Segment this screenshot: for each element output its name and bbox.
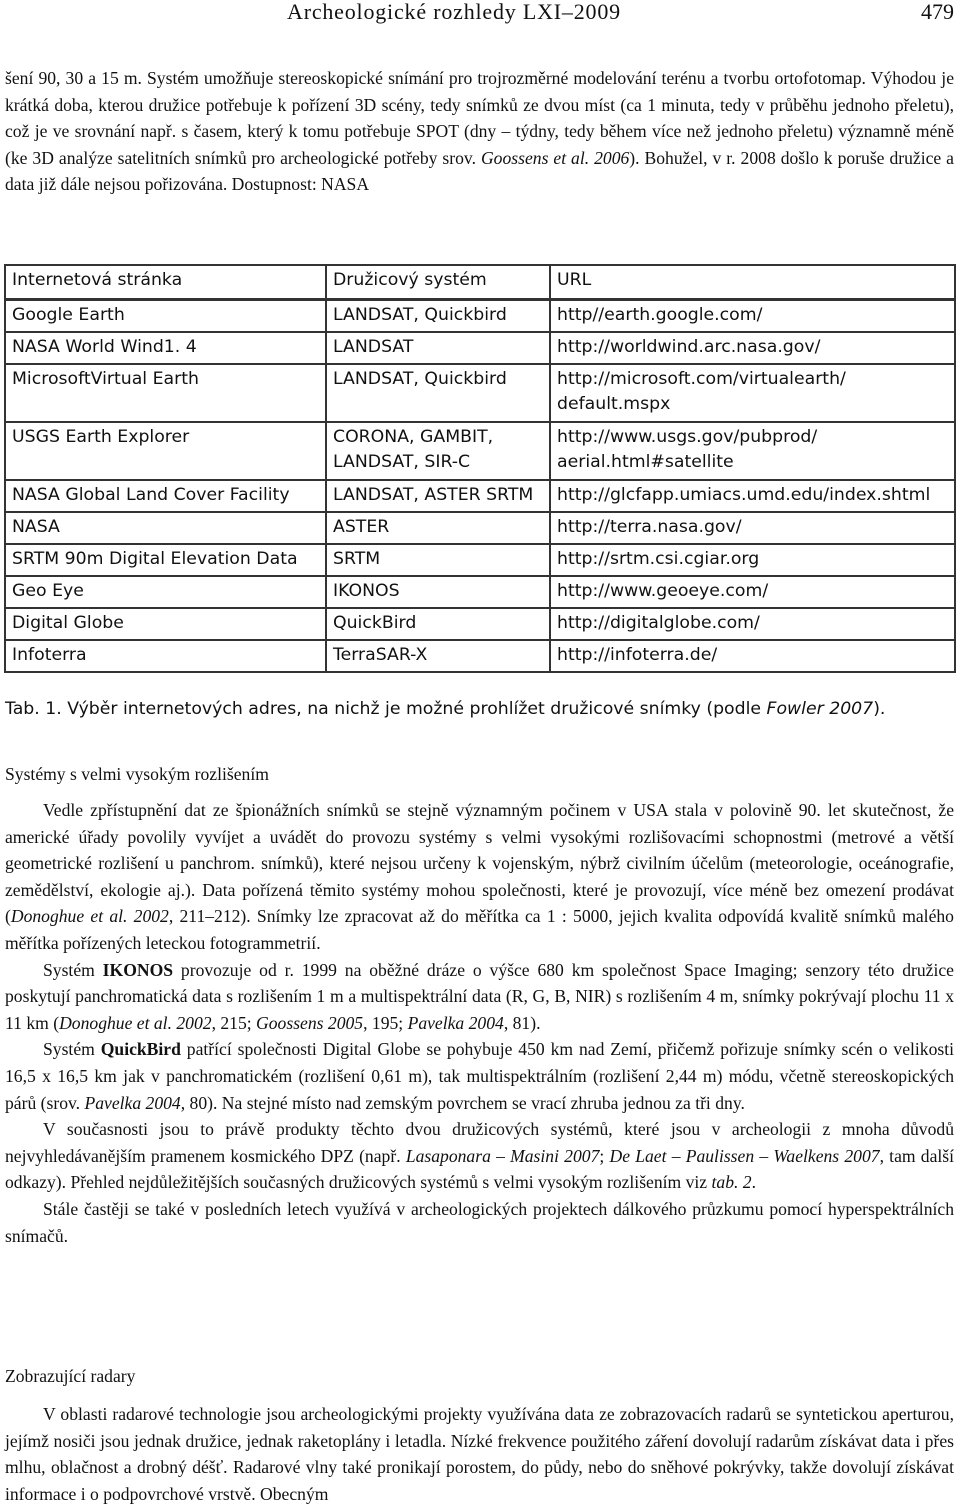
column-header-site: Internetová stránka — [5, 265, 326, 300]
paragraph — [5, 1036, 954, 1116]
table-row — [5, 422, 955, 480]
citation: Lasaponara – Masini 2007 — [405, 1145, 600, 1166]
text-run: V oblasti radarové technologie jsou archeologickými projekty využívána data ze zobrazovacích radarů se syntetickou aperturou, jejímž nosiči jsou jednak družice, jednak raketoplány i letadla. Nízké frekvence použitého záření dovolují radarům získávat data i přes mlhu, oblačnost a drobný déšť. Radarové vlny také pronikají porostem, do půdy, nebo do sněhové pokrývky, takže dovolují získávat informace i o podpovrchové vrstvě. Obecným — [5, 1404, 954, 1504]
text-run: Tab. 1. Výběr internetových adres, na nichž je možné prohlížet družicové snímky (podle — [5, 699, 767, 719]
citation: Goossens 2005 — [256, 1012, 364, 1033]
table-row — [5, 332, 955, 364]
cell-url: http://www.geoeye.com/ — [550, 576, 955, 608]
cell-system: LANDSAT — [326, 332, 550, 364]
citation: Pavelka 2004 — [407, 1012, 504, 1033]
text-run: , tam další odkazy). Přehled nejdůležitějších současných družicových systémů s velmi vysokým rozlišením viz — [5, 1145, 954, 1193]
cell-url: http//earth.google.com/ — [550, 300, 955, 333]
cell-site: USGS Earth Explorer — [5, 422, 326, 480]
text-run: , 81). — [503, 1012, 541, 1033]
paragraph — [5, 797, 954, 957]
text-run: , 215; — [211, 1012, 257, 1033]
table-row — [5, 480, 955, 512]
cell-system: ASTER — [326, 512, 550, 544]
cell-url: http://www.usgs.gov/pubprod/ aerial.html#satellite — [550, 422, 955, 480]
paragraph — [5, 1116, 954, 1196]
paragraph — [5, 957, 954, 1037]
text-run: Vedle zpřístupnění dat ze špionážních snímků se stejně významným počinem v USA stala v polovině 90. let skutečnost, že americké úřady povolily vyvíjet a uvádět do provozu systémy s velmi vysokými rozlišovacími schopnostmi (metrové a větší geometrické rozlišení u panchrom. snímků), které nejsou určeny k vojenským, nýbrž civilním účelům (meteorologie, oceánografie, zemědělství, ekologie aj.). Data pořízená těmito systémy mohou společnosti, které je provozují, více méně bez omezení prodávat ( — [5, 800, 954, 927]
cell-site: NASA Global Land Cover Facility — [5, 480, 326, 512]
citation: tab. 2 — [711, 1172, 752, 1193]
table-row — [5, 544, 955, 576]
section-body — [5, 1401, 954, 1507]
text-run: ). — [873, 699, 886, 719]
text-run: , 80). Na stejné místo nad zemským povrchem se vrací zhruba jednou za tři dny. — [180, 1092, 745, 1113]
citation: Pavelka 2004 — [84, 1092, 181, 1113]
journal-title: Archeologické rozhledy LXI–2009 — [287, 0, 621, 24]
cell-site: Digital Globe — [5, 608, 326, 640]
citation: Donoghue et al. 2002 — [10, 906, 169, 927]
cell-system: QuickBird — [326, 608, 550, 640]
cell-site: NASA World Wind1. 4 — [5, 332, 326, 364]
cell-url: http://srtm.csi.cgiar.org — [550, 544, 955, 576]
text-run: , 211–212). Snímky lze zpracovat až do měřítka ca 1 : 5000, jejich kvalita odpovídá kvalitě snímků malého měřítka pořízených leteckou fotogrammetrií. — [5, 906, 954, 953]
table-row — [5, 640, 955, 672]
column-header-url: URL — [550, 265, 955, 300]
cell-system: IKONOS — [326, 576, 550, 608]
satellite-websites-table — [4, 264, 956, 673]
citation: Fowler 2007 — [766, 699, 874, 719]
cell-url: http://glcfapp.umiacs.umd.edu/index.shtml — [550, 480, 955, 512]
cell-url: http://microsoft.com/virtualearth/ default.mspx — [550, 364, 955, 422]
text-run: provozuje od r. 1999 na oběžné dráze o výšce 680 km společnost Space Imaging; senzory této družice poskytují panchromatická data s rozlišením 1 m a multispektrální data (R, G, B, NIR) s rozlišením 4 m, snímky pokrývají plochu 11 x 11 km ( — [5, 959, 954, 1033]
cell-url: http://terra.nasa.gov/ — [550, 512, 955, 544]
text-run: Stále častěji se také v posledních letech využívá v archeologických projektech dálkového průzkumu pomocí hyperspektrálních snímačů. — [5, 1198, 954, 1246]
cell-url: http://worldwind.arc.nasa.gov/ — [550, 332, 955, 364]
cell-system: SRTM — [326, 544, 550, 576]
table-header-row — [5, 265, 955, 300]
column-header-system: Družicový systém — [326, 265, 550, 300]
table-row — [5, 512, 955, 544]
paragraph — [5, 1401, 954, 1507]
cell-site: Infoterra — [5, 640, 326, 672]
cell-system: LANDSAT, Quickbird — [326, 364, 550, 422]
table-row — [5, 364, 955, 422]
cell-site: Google Earth — [5, 300, 326, 333]
table-row — [5, 576, 955, 608]
cell-url: http://infoterra.de/ — [550, 640, 955, 672]
cell-url: http://digitalglobe.com/ — [550, 608, 955, 640]
table-row — [5, 300, 955, 333]
text-run: , 195; — [363, 1012, 408, 1033]
cell-system: TerraSAR-X — [326, 640, 550, 672]
text-run: ; — [599, 1145, 610, 1166]
text-run: Systém — [43, 959, 103, 980]
cell-site: NASA — [5, 512, 326, 544]
paragraph — [5, 1196, 954, 1249]
table-row — [5, 608, 955, 640]
citation: Goossens et al. 2006 — [480, 147, 630, 168]
bold-term: IKONOS — [102, 959, 174, 980]
citation: De Laet – Paulissen – Waelkens 2007 — [609, 1145, 880, 1166]
text-run: ). Bohužel, v r. 2008 došlo k poruše družice a data již dále nejsou pořizována. Dostupnost: NASA — [5, 147, 954, 195]
cell-site: MicrosoftVirtual Earth — [5, 364, 326, 422]
page-number: 479 — [921, 0, 954, 24]
cell-site: Geo Eye — [5, 576, 326, 608]
citation: Donoghue et al. 2002 — [59, 1012, 212, 1033]
section-heading: Systémy s velmi vysokým rozlišením — [5, 764, 269, 784]
text-run: . — [751, 1172, 757, 1193]
cell-system: CORONA, GAMBIT, LANDSAT, SIR-C — [326, 422, 550, 480]
text-run: V současnosti jsou to právě produkty těchto dvou družicových systémů, které jsou v archeologii z mnoha důvodů nejvyhledávanějším pramenem kosmického DPZ (např. — [5, 1119, 954, 1166]
section-body — [5, 797, 954, 1249]
intro-paragraph — [5, 65, 954, 198]
cell-site: SRTM 90m Digital Elevation Data — [5, 544, 326, 576]
bold-term: QuickBird — [100, 1039, 181, 1060]
text-run: patřící společnosti Digital Globe se pohybuje 450 km nad Zemí, přičemž pořizuje snímky scén o velikosti 16,5 x 16,5 km jak v panchromatickém (rozlišení 0,61 m), tak multispektrálním (rozlišení 2,44 m) módu, včetně stereoskopických párů (srov. — [5, 1039, 954, 1113]
cell-system: LANDSAT, Quickbird — [326, 300, 550, 333]
text-run: Systém — [43, 1039, 101, 1060]
table-caption — [5, 699, 885, 719]
text-run: šení 90, 30 a 15 m. Systém umožňuje stereoskopické snímání pro trojrozměrné modelování terénu a tvorbu ortofotomap. Výhodou je krátká doba, kterou družice potřebuje k pořízení 3D scény, tedy snímků ze dvou míst (ca 1 minuta, tedy v průběhu jednoho přeletu), což je ve srovnání např. s časem, který k tomu potřebuje SPOT (dny – týdny, tedy během více než jednoho přeletu) významně méně (ke 3D analýze satelitních snímků pro archeologické potřeby srov. — [5, 68, 954, 168]
cell-system: LANDSAT, ASTER SRTM — [326, 480, 550, 512]
section-heading: Zobrazující radary — [5, 1366, 136, 1386]
running-header — [0, 0, 960, 30]
